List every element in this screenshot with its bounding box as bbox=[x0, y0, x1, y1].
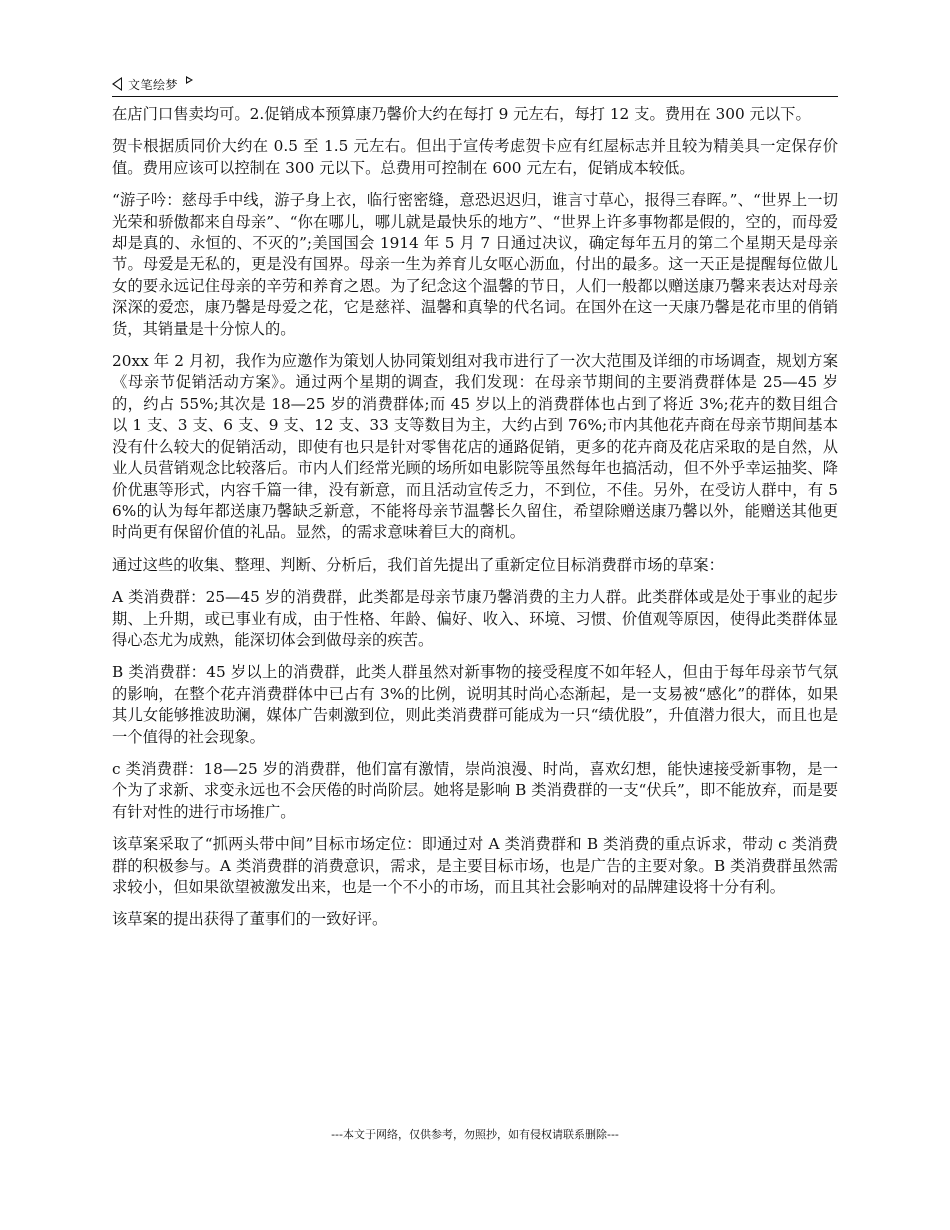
paragraph: 贺卡根据质同价大约在 0.5 至 1.5 元左右。但出于宣传考虑贺卡应有红屋标志并且较为精美具一定保存价值。费用应该可以控制在 300 元以下。总费用可控制在 600 元左右，促销成本较低。 bbox=[112, 137, 838, 177]
triangle-left-icon bbox=[112, 77, 122, 91]
footer-disclaimer: ---本文于网络，仅供参考，勿照抄，如有侵权请联系删除--- bbox=[331, 1128, 619, 1141]
paragraph: 在店门口售卖均可。2.促销成本预算康乃馨价大约在每打 9 元左右，每打 12 支。费用在 300 元以下。 bbox=[112, 105, 811, 123]
triangle-right-icon bbox=[186, 76, 193, 84]
header-divider bbox=[112, 96, 838, 97]
paragraph: 通过这些的收集、整理、判断、分析后，我们首先提出了重新定位目标消费群市场的草案： bbox=[112, 555, 724, 574]
paragraph: 20xx 年 2 月初，我作为应邀作为策划人协同策划组对我市进行了一次大范围及详细的市场调查，规划方案《母亲节促销活动方案》。通过两个星期的调查，我们发现：在母亲节期间的主要消费群体是 25—45 岁的，约占 55%;其次是 18—25 岁的消费群体;而 45 岁以上的消费群体也占到了将近 3%;花卉的数目组合以 1 支、3 支、6 支、9 支、12 支、33 支等数目为主，大约占到 76%;市内其他花卉商在母亲节期间基本没有什么较大的促销活动，即使有也只是针对零售花店的通路促销，更多的花卉商及花店采取的是自然，从业人员营销观念比较落后。市内人们经常光顾的场所如电影院等虽然每年也搞活动，但不外乎幸运抽奖、降价优惠等形式，内容千篇一律，没有新意，而且活动宣传乏力，不到位，不佳。另外，在受访人群中，有 56%的认为每年都送康乃馨缺乏新意，不能将母亲节温馨长久留住，希望除赠送康乃馨以外，能赠送其他更时尚更有保留价值的礼品。显然，的需求意味着巨大的商机。 bbox=[112, 352, 838, 542]
paragraph: B 类消费群：45 岁以上的消费群，此类人群虽然对新事物的接受程度不如年轻人，但由于每年母亲节气氛的影响，在整个花卉消费群体中已占有 3%的比例，说明其时尚心态渐起，是一支易被“感化”的群体，如果其儿女能够推波助澜，媒体广告刺激到位，则此类消费群可能成为一只“绩优股”，升值潜力很大，而且也是一个值得的社会现象。 bbox=[112, 663, 838, 746]
document-body bbox=[112, 104, 838, 942]
paragraph: c 类消费群：18—25 岁的消费群，他们富有激情，崇尚浪漫、时尚，喜欢幻想，能快速接受新事物，是一个为了求新、求变永远也不会厌倦的时尚阶层。她将是影响 B 类消费群的一支“伏兵”，即不能放弃，而是要有针对性的进行市场推广。 bbox=[112, 759, 838, 821]
header-brand: 文笔绘梦 bbox=[128, 77, 179, 92]
paragraph: 该草案的提出获得了董事们的一致好评。 bbox=[112, 910, 388, 929]
paragraph: “游子吟：慈母手中线，游子身上衣，临行密密缝，意恐迟迟归，谁言寸草心，报得三春晖。”、“世界上一切光荣和骄傲都来自母亲”、“你在哪儿，哪儿就是最快乐的地方”、“世界上许多事物都是假的，空的，而母爱却是真的、永恒的、不灭的”;美国国会 1914 年 5 月 7 日通过决议，确定每年五月的第二个星期天是母亲节。母爱是无私的，更是没有国界。母亲一生为养育儿女呕心沥血，付出的最多。这一天正是提醒每位做儿女的要永远记住母亲的辛劳和养育之恩。为了纪念这个温馨的节日，人们一般都以赠送康乃馨来表达对母亲深深的爱恋，康乃馨是母爱之花，它是慈祥、温馨和真挚的代名词。在国外在这一天康乃馨是花市里的俏销货，其销量是十分惊人的。 bbox=[112, 191, 838, 338]
page-header bbox=[112, 72, 838, 96]
paragraph: 该草案采取了“抓两头带中间”目标市场定位：即通过对 A 类消费群和 B 类消费的重点诉求，带动 c 类消费群的积极参与。A 类消费群的消费意识，需求，是主要目标市场，也是广告的主要对象。B 类消费群虽然需求较小，但如果欲望被激发出来，也是一个不小的市场，而且其社会影响对的品牌建设将十分有利。 bbox=[112, 835, 838, 896]
paragraph: A 类消费群：25—45 岁的消费群，此类都是母亲节康乃馨消费的主力人群。此类群体或是处于事业的起步期、上升期，或已事业有成，由于性格、年龄、偏好、收入、环境、习惯、价值观等原因，使得此类群体显得心态尤为成熟，能深切体会到做母亲的疾苦。 bbox=[112, 588, 838, 649]
